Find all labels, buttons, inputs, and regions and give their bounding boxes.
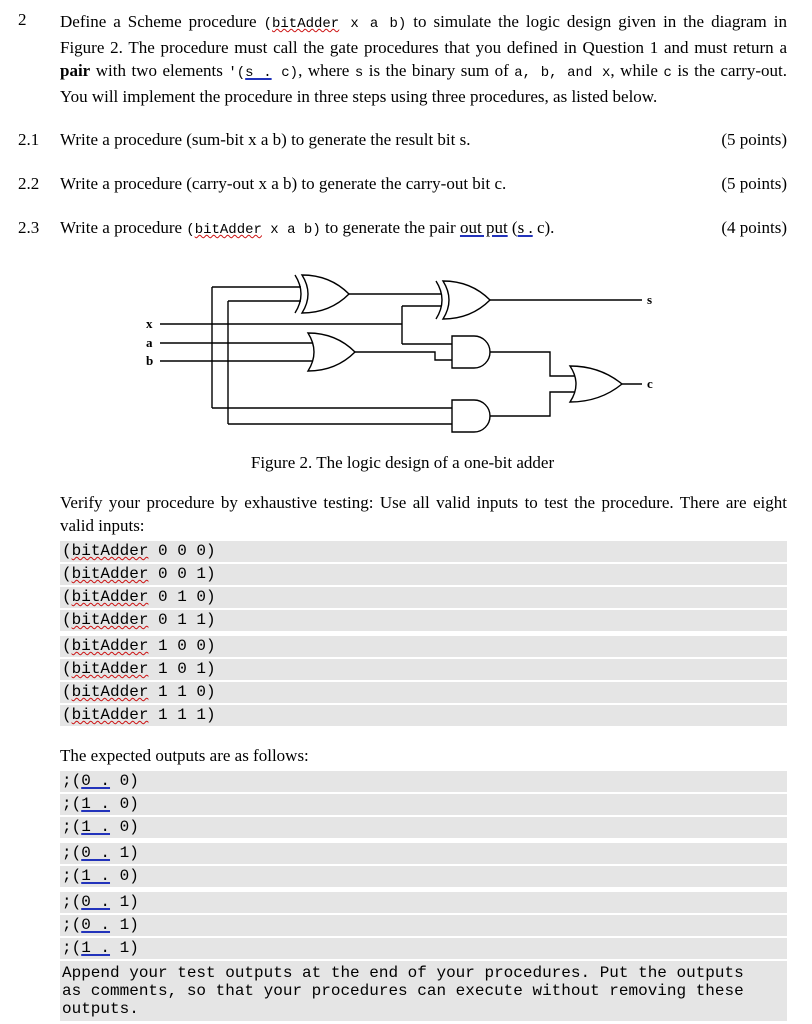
inline-code: '(	[228, 65, 246, 81]
inline-code: c	[663, 65, 672, 81]
code-text: 0 1 1)	[148, 611, 216, 629]
figure-2	[18, 266, 787, 473]
grammar-marked-text: 0 .	[81, 893, 111, 911]
item-number: 2.2	[18, 174, 40, 193]
grammar-marked-text: s .	[245, 65, 272, 81]
item-text	[60, 216, 711, 242]
misspelled-word-bitadder: bitAdder	[71, 611, 149, 629]
grammar-marked-text: 1 .	[81, 939, 111, 957]
and-gate-1	[452, 336, 490, 368]
code-line	[60, 682, 787, 703]
misspelled-word-bitadder: bitAdder	[71, 637, 149, 655]
code-text: 0 0 0)	[148, 542, 216, 560]
code-line	[60, 771, 787, 792]
note-line: Append your test outputs at the end of your procedures. Put the outputs	[62, 964, 744, 982]
intro-text: to simulate the logic design given in the diagram in Figure 2. The procedure must call the gate procedures that you defined in Question 1 and must return a	[60, 12, 787, 57]
output-label-c: c	[647, 376, 653, 391]
code-line	[60, 915, 787, 936]
code-line	[60, 564, 787, 585]
misspelled-word-bitadder: bitAdder	[71, 565, 149, 583]
misspelled-word-bitadder: bitAdder	[272, 16, 340, 32]
code-text: ;(	[62, 939, 82, 957]
code-text: ;(	[62, 818, 82, 836]
item-text: Write a procedure	[60, 218, 187, 237]
code-line	[60, 541, 787, 562]
intro-text: is the binary sum of	[363, 61, 515, 80]
xor-gate-1-arc	[295, 275, 301, 313]
code-text: ;(	[62, 867, 82, 885]
item-text: Write a procedure (carry-out x a b) to generate the carry-out bit c.	[60, 174, 507, 193]
inline-code: (	[186, 222, 195, 238]
code-line	[60, 794, 787, 815]
intro-text: , where	[298, 61, 355, 80]
code-text: (	[62, 588, 72, 606]
xor-gate-1	[302, 275, 349, 313]
intro-text: is the carry-out. You will implement the procedure in three steps using three procedures, as listed below.	[60, 61, 787, 106]
grammar-marked-text: 1 .	[81, 795, 111, 813]
code-line	[60, 705, 787, 726]
code-text: 0)	[110, 772, 139, 790]
code-text: 0)	[110, 867, 139, 885]
grammar-marked-text: 0 .	[81, 844, 111, 862]
code-line	[60, 636, 787, 657]
code-text: ;(	[62, 893, 82, 911]
code-text: 1 1 0)	[148, 683, 216, 701]
inline-code: (	[263, 16, 272, 32]
wire-and1-to-or2	[490, 352, 576, 376]
inline-code: x a b)	[339, 16, 407, 32]
section-number: 2	[18, 10, 27, 29]
code-text: ;(	[62, 772, 82, 790]
expected-outputs-intro: The expected outputs are as follows:	[60, 746, 309, 765]
code-text: 1)	[110, 939, 139, 957]
code-text: ;(	[62, 795, 82, 813]
points-label: (5 points)	[721, 174, 787, 193]
code-line	[60, 659, 787, 680]
code-text: 1 0 0)	[148, 637, 216, 655]
misspelled-word-bitadder: bitAdder	[71, 542, 149, 560]
grammar-marked-text: out put	[459, 218, 508, 237]
code-text: 1)	[110, 916, 139, 934]
misspelled-word-bitadder: bitAdder	[71, 660, 149, 678]
code-text: (	[62, 565, 72, 583]
code-text: 1 1 1)	[148, 706, 216, 724]
inline-code: s	[354, 65, 364, 81]
item-text: (	[507, 218, 518, 237]
misspelled-word-bitadder: bitAdder	[194, 222, 262, 238]
code-text: (	[62, 660, 72, 678]
code-line	[60, 892, 787, 913]
item-2-2	[18, 172, 787, 195]
item-2-1	[18, 128, 787, 151]
item-2-3	[18, 216, 787, 242]
code-text: (	[62, 542, 72, 560]
figure-caption: Figure 2. The logic design of a one-bit adder	[250, 453, 555, 472]
intro-row	[18, 10, 787, 108]
points-label: (5 points)	[721, 130, 787, 149]
grammar-marked-text: 1 .	[81, 867, 111, 885]
item-text: c).	[532, 218, 555, 237]
test-calls-block	[60, 541, 787, 726]
code-line	[60, 587, 787, 608]
intro-paragraph	[60, 10, 787, 108]
code-text: 0)	[110, 818, 139, 836]
item-text: to generate the pair	[320, 218, 460, 237]
input-label-x: x	[146, 316, 153, 331]
circuit-diagram-svg	[140, 266, 665, 446]
misspelled-word-bitadder: bitAdder	[71, 706, 149, 724]
and-gate-2	[452, 400, 490, 432]
xor-gate-2	[443, 281, 490, 319]
code-text: 1)	[110, 893, 139, 911]
intro-text: Define a Scheme procedure	[60, 12, 264, 31]
intro-text: with two elements	[90, 61, 229, 80]
note-line: outputs.	[62, 1000, 139, 1018]
input-label-a: a	[146, 335, 153, 350]
code-text: 0 1 0)	[148, 588, 216, 606]
inline-code: x a b)	[261, 222, 321, 238]
points-label: (4 points)	[721, 218, 787, 237]
code-line	[60, 843, 787, 864]
bold-word-pair: pair	[60, 61, 91, 80]
code-line	[60, 610, 787, 631]
code-text: (	[62, 683, 72, 701]
code-text: (	[62, 706, 72, 724]
intro-text: , while	[610, 61, 664, 80]
code-line	[60, 866, 787, 887]
wire-and2-to-or2	[490, 392, 576, 416]
wire-input-b	[160, 301, 452, 424]
code-text: ;(	[62, 844, 82, 862]
note-block	[60, 961, 787, 1021]
circuit-wires	[160, 287, 642, 424]
inline-code: c)	[271, 65, 299, 81]
code-text: (	[62, 611, 72, 629]
item-number: 2.1	[18, 130, 40, 149]
code-text: 0 0 1)	[148, 565, 216, 583]
grammar-marked-text: 1 .	[81, 818, 111, 836]
misspelled-word-bitadder: bitAdder	[71, 683, 149, 701]
code-line	[60, 938, 787, 959]
note-line: as comments, so that your procedures can execute without removing these	[62, 982, 744, 1000]
grammar-marked-text: s .	[517, 218, 533, 237]
wire-or1-to-and1	[355, 352, 452, 360]
output-label-s: s	[647, 292, 653, 307]
code-text: (	[62, 637, 72, 655]
or-gate-1	[308, 333, 355, 371]
grammar-marked-text: 0 .	[81, 916, 111, 934]
code-text: 1)	[110, 844, 139, 862]
misspelled-word-bitadder: bitAdder	[71, 588, 149, 606]
verify-paragraph: Verify your procedure by exhaustive testing: Use all valid inputs to test the procedure. There are eight valid inputs:	[60, 493, 787, 535]
item-number: 2.3	[18, 218, 40, 237]
item-text: Write a procedure (sum-bit x a b) to generate the result bit s.	[60, 130, 471, 149]
code-text: 0)	[110, 795, 139, 813]
grammar-marked-text: 0 .	[81, 772, 111, 790]
expected-outputs-block	[60, 771, 787, 959]
or-gate-2	[570, 366, 622, 402]
input-label-b: b	[146, 353, 154, 368]
code-line	[60, 817, 787, 838]
subquestion-list	[18, 128, 787, 242]
code-text: 1 0 1)	[148, 660, 216, 678]
inline-code: a, b, and x	[514, 65, 611, 81]
xor-gate-2-arc	[436, 281, 442, 319]
code-text: ;(	[62, 916, 82, 934]
